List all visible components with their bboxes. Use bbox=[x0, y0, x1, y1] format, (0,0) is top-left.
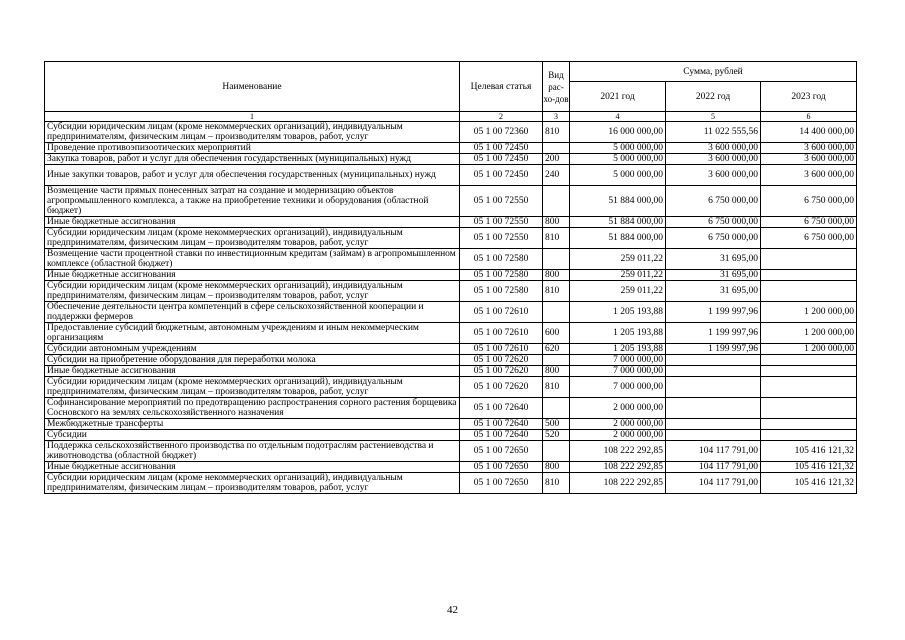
row-amount-2021: 7 000 000,00 bbox=[570, 366, 666, 377]
row-amount-2021: 1 205 193,88 bbox=[570, 302, 666, 323]
row-target-article: 05 1 00 72640 bbox=[460, 398, 543, 419]
row-target-article: 05 1 00 72610 bbox=[460, 302, 543, 323]
table-row bbox=[45, 355, 857, 366]
table-row bbox=[45, 344, 857, 355]
row-name: Субсидии юридическим лицам (кроме некоммерческих организаций), индивидуальным предпринимателям, физическим лицам – производителям товаров, работ, услуг bbox=[45, 281, 460, 302]
table-row bbox=[45, 228, 857, 249]
table-row bbox=[45, 281, 857, 302]
row-amount-2023: 6 750 000,00 bbox=[761, 186, 857, 217]
row-amount-2023: 6 750 000,00 bbox=[761, 228, 857, 249]
row-target-article: 05 1 00 72450 bbox=[460, 154, 543, 165]
row-amount-2022 bbox=[666, 398, 761, 419]
row-amount-2021: 108 222 292,85 bbox=[570, 473, 666, 494]
row-name: Обеспечение деятельности центра компетенций в сфере сельскохозяйственной кооперации и поддержки фермеров bbox=[45, 302, 460, 323]
row-expense-kind: 800 bbox=[543, 462, 570, 473]
row-amount-2023 bbox=[761, 355, 857, 366]
row-amount-2022: 104 117 791,00 bbox=[666, 462, 761, 473]
budget-sheet bbox=[44, 61, 856, 494]
row-expense-kind: 810 bbox=[543, 473, 570, 494]
row-target-article: 05 1 00 72650 bbox=[460, 441, 543, 462]
row-target-article: 05 1 00 72640 bbox=[460, 430, 543, 441]
row-amount-2022: 6 750 000,00 bbox=[666, 217, 761, 228]
row-amount-2023: 14 400 000,00 bbox=[761, 122, 857, 143]
row-expense-kind bbox=[543, 249, 570, 270]
row-amount-2021: 51 884 000,00 bbox=[570, 186, 666, 217]
column-number: 6 bbox=[761, 112, 857, 122]
header-name: Наименование bbox=[45, 62, 460, 112]
row-expense-kind bbox=[543, 398, 570, 419]
row-amount-2023 bbox=[761, 377, 857, 398]
row-amount-2023: 105 416 121,32 bbox=[761, 441, 857, 462]
row-name: Софинансирование мероприятий по предотвращению распространения сорного растения борщевика Сосновского на землях сельскохозяйственного назначения bbox=[45, 398, 460, 419]
row-target-article: 05 1 00 72620 bbox=[460, 377, 543, 398]
row-amount-2022: 31 695,00 bbox=[666, 281, 761, 302]
row-expense-kind bbox=[543, 186, 570, 217]
row-target-article: 05 1 00 72610 bbox=[460, 344, 543, 355]
row-amount-2022 bbox=[666, 430, 761, 441]
row-amount-2021: 1 205 193,88 bbox=[570, 344, 666, 355]
row-target-article: 05 1 00 72450 bbox=[460, 143, 543, 154]
row-amount-2021: 259 011,22 bbox=[570, 270, 666, 281]
table-row bbox=[45, 323, 857, 344]
row-amount-2021: 108 222 292,85 bbox=[570, 441, 666, 462]
row-amount-2022: 3 600 000,00 bbox=[666, 165, 761, 186]
row-amount-2021: 2 000 000,00 bbox=[570, 430, 666, 441]
row-amount-2022 bbox=[666, 419, 761, 430]
table-row bbox=[45, 462, 857, 473]
row-expense-kind bbox=[543, 441, 570, 462]
row-name: Иные бюджетные ассигнования bbox=[45, 366, 460, 377]
row-amount-2023: 3 600 000,00 bbox=[761, 165, 857, 186]
row-amount-2023: 105 416 121,32 bbox=[761, 473, 857, 494]
row-target-article: 05 1 00 72650 bbox=[460, 473, 543, 494]
row-amount-2023 bbox=[761, 419, 857, 430]
row-name: Субсидии автономным учреждениям bbox=[45, 344, 460, 355]
row-expense-kind: 800 bbox=[543, 366, 570, 377]
row-name: Субсидии юридическим лицам (кроме некоммерческих организаций), индивидуальным предпринимателям, физическим лицам – производителям товаров, работ, услуг bbox=[45, 473, 460, 494]
row-name: Межбюджетные трансферты bbox=[45, 419, 460, 430]
row-target-article: 05 1 00 72550 bbox=[460, 186, 543, 217]
row-name: Проведение противоэпизоотических мероприятий bbox=[45, 143, 460, 154]
column-number: 4 bbox=[570, 112, 666, 122]
budget-table bbox=[44, 61, 857, 494]
row-amount-2022: 3 600 000,00 bbox=[666, 154, 761, 165]
table-row bbox=[45, 186, 857, 217]
row-name: Субсидии bbox=[45, 430, 460, 441]
row-amount-2022: 31 695,00 bbox=[666, 270, 761, 281]
page-number: 42 bbox=[447, 604, 458, 616]
row-amount-2023 bbox=[761, 398, 857, 419]
row-target-article: 05 1 00 72610 bbox=[460, 323, 543, 344]
row-target-article: 05 1 00 72620 bbox=[460, 355, 543, 366]
row-amount-2022: 104 117 791,00 bbox=[666, 473, 761, 494]
row-amount-2022 bbox=[666, 377, 761, 398]
row-amount-2022: 6 750 000,00 bbox=[666, 186, 761, 217]
table-row bbox=[45, 165, 857, 186]
row-expense-kind: 810 bbox=[543, 228, 570, 249]
row-amount-2022 bbox=[666, 366, 761, 377]
row-amount-2022: 6 750 000,00 bbox=[666, 228, 761, 249]
row-amount-2023 bbox=[761, 430, 857, 441]
row-amount-2021: 259 011,22 bbox=[570, 249, 666, 270]
row-amount-2023: 105 416 121,32 bbox=[761, 462, 857, 473]
row-name: Предоставление субсидий бюджетным, автономным учреждениям и иным некоммерческим организациям bbox=[45, 323, 460, 344]
row-amount-2021: 2 000 000,00 bbox=[570, 419, 666, 430]
table-row bbox=[45, 366, 857, 377]
row-amount-2023 bbox=[761, 270, 857, 281]
column-number: 1 bbox=[45, 112, 460, 122]
row-target-article: 05 1 00 72580 bbox=[460, 281, 543, 302]
row-target-article: 05 1 00 72550 bbox=[460, 217, 543, 228]
row-amount-2021: 51 884 000,00 bbox=[570, 228, 666, 249]
row-expense-kind bbox=[543, 355, 570, 366]
row-name: Субсидии юридическим лицам (кроме некоммерческих организаций), индивидуальным предпринимателям, физическим лицам – производителям товаров, работ, услуг bbox=[45, 377, 460, 398]
column-number: 2 bbox=[460, 112, 543, 122]
row-amount-2021: 16 000 000,00 bbox=[570, 122, 666, 143]
row-amount-2022: 1 199 997,96 bbox=[666, 344, 761, 355]
header-year-2023: 2023 год bbox=[761, 82, 857, 112]
row-name: Субсидии на приобретение оборудования для переработки молока bbox=[45, 355, 460, 366]
row-amount-2023 bbox=[761, 281, 857, 302]
row-expense-kind: 240 bbox=[543, 165, 570, 186]
row-amount-2021: 259 011,22 bbox=[570, 281, 666, 302]
table-row bbox=[45, 270, 857, 281]
table-row bbox=[45, 377, 857, 398]
table-row bbox=[45, 217, 857, 228]
row-expense-kind: 810 bbox=[543, 122, 570, 143]
row-target-article: 05 1 00 72360 bbox=[460, 122, 543, 143]
row-name: Иные бюджетные ассигнования bbox=[45, 270, 460, 281]
row-name: Иные бюджетные ассигнования bbox=[45, 217, 460, 228]
row-amount-2022 bbox=[666, 355, 761, 366]
row-expense-kind bbox=[543, 143, 570, 154]
row-amount-2023: 6 750 000,00 bbox=[761, 217, 857, 228]
row-name: Субсидии юридическим лицам (кроме некоммерческих организаций), индивидуальным предпринимателям, физическим лицам – производителям товаров, работ, услуг bbox=[45, 122, 460, 143]
row-amount-2021: 5 000 000,00 bbox=[570, 143, 666, 154]
row-amount-2022: 3 600 000,00 bbox=[666, 143, 761, 154]
row-amount-2022: 1 199 997,96 bbox=[666, 323, 761, 344]
row-target-article: 05 1 00 72550 bbox=[460, 228, 543, 249]
header-target-article: Целевая статья bbox=[460, 62, 543, 112]
row-amount-2021: 5 000 000,00 bbox=[570, 165, 666, 186]
row-amount-2023: 3 600 000,00 bbox=[761, 143, 857, 154]
row-amount-2021: 51 884 000,00 bbox=[570, 217, 666, 228]
row-amount-2022: 31 695,00 bbox=[666, 249, 761, 270]
row-name: Закупка товаров, работ и услуг для обеспечения государственных (муниципальных) нужд bbox=[45, 154, 460, 165]
row-amount-2022: 104 117 791,00 bbox=[666, 441, 761, 462]
row-expense-kind: 200 bbox=[543, 154, 570, 165]
row-name: Поддержка сельскохозяйственного производства по отдельным подотраслям растениеводства и животноводства (областной бюджет) bbox=[45, 441, 460, 462]
row-amount-2021: 108 222 292,85 bbox=[570, 462, 666, 473]
row-amount-2021: 5 000 000,00 bbox=[570, 154, 666, 165]
row-target-article: 05 1 00 72450 bbox=[460, 165, 543, 186]
row-expense-kind: 520 bbox=[543, 430, 570, 441]
row-amount-2021: 7 000 000,00 bbox=[570, 377, 666, 398]
row-amount-2023: 1 200 000,00 bbox=[761, 323, 857, 344]
row-amount-2021: 2 000 000,00 bbox=[570, 398, 666, 419]
row-expense-kind: 620 bbox=[543, 344, 570, 355]
row-amount-2023: 1 200 000,00 bbox=[761, 302, 857, 323]
row-name: Возмещение части прямых понесенных затрат на создание и модернизацию объектов агропромышленного комплекса, а также на приобретение техники и оборудования (областной бюджет) bbox=[45, 186, 460, 217]
table-row bbox=[45, 154, 857, 165]
row-name: Иные закупки товаров, работ и услуг для обеспечения государственных (муниципальных) нужд bbox=[45, 165, 460, 186]
row-amount-2022: 11 022 555,56 bbox=[666, 122, 761, 143]
row-target-article: 05 1 00 72580 bbox=[460, 249, 543, 270]
table-body bbox=[45, 122, 857, 494]
row-amount-2022: 1 199 997,96 bbox=[666, 302, 761, 323]
table-row bbox=[45, 398, 857, 419]
column-number-row bbox=[45, 112, 857, 122]
table-row bbox=[45, 419, 857, 430]
row-name: Иные бюджетные ассигнования bbox=[45, 462, 460, 473]
row-amount-2023 bbox=[761, 249, 857, 270]
row-name: Возмещение части процентной ставки по инвестиционным кредитам (займам) в агропромышленном комплексе (областной бюджет) bbox=[45, 249, 460, 270]
column-number: 5 bbox=[666, 112, 761, 122]
table-row bbox=[45, 473, 857, 494]
row-expense-kind bbox=[543, 302, 570, 323]
table-row bbox=[45, 143, 857, 154]
row-amount-2021: 7 000 000,00 bbox=[570, 355, 666, 366]
header-year-2021: 2021 год bbox=[570, 82, 666, 112]
row-name: Субсидии юридическим лицам (кроме некоммерческих организаций), индивидуальным предпринимателям, физическим лицам – производителям товаров, работ, услуг bbox=[45, 228, 460, 249]
header-year-2022: 2022 год bbox=[666, 82, 761, 112]
row-amount-2021: 1 205 193,88 bbox=[570, 323, 666, 344]
row-expense-kind: 500 bbox=[543, 419, 570, 430]
table-row bbox=[45, 249, 857, 270]
row-target-article: 05 1 00 72580 bbox=[460, 270, 543, 281]
column-number: 3 bbox=[543, 112, 570, 122]
row-expense-kind: 800 bbox=[543, 217, 570, 228]
table-row bbox=[45, 122, 857, 143]
header-sum: Сумма, рублей bbox=[570, 62, 857, 82]
table-row bbox=[45, 441, 857, 462]
row-target-article: 05 1 00 72640 bbox=[460, 419, 543, 430]
row-expense-kind: 810 bbox=[543, 377, 570, 398]
row-target-article: 05 1 00 72650 bbox=[460, 462, 543, 473]
row-amount-2023: 1 200 000,00 bbox=[761, 344, 857, 355]
table-row bbox=[45, 430, 857, 441]
row-target-article: 05 1 00 72620 bbox=[460, 366, 543, 377]
row-expense-kind: 600 bbox=[543, 323, 570, 344]
row-amount-2023 bbox=[761, 366, 857, 377]
row-amount-2023: 3 600 000,00 bbox=[761, 154, 857, 165]
row-expense-kind: 810 bbox=[543, 281, 570, 302]
table-row bbox=[45, 302, 857, 323]
header-expense-kind: Вид рас-хо-дов bbox=[543, 62, 570, 112]
row-expense-kind: 800 bbox=[543, 270, 570, 281]
